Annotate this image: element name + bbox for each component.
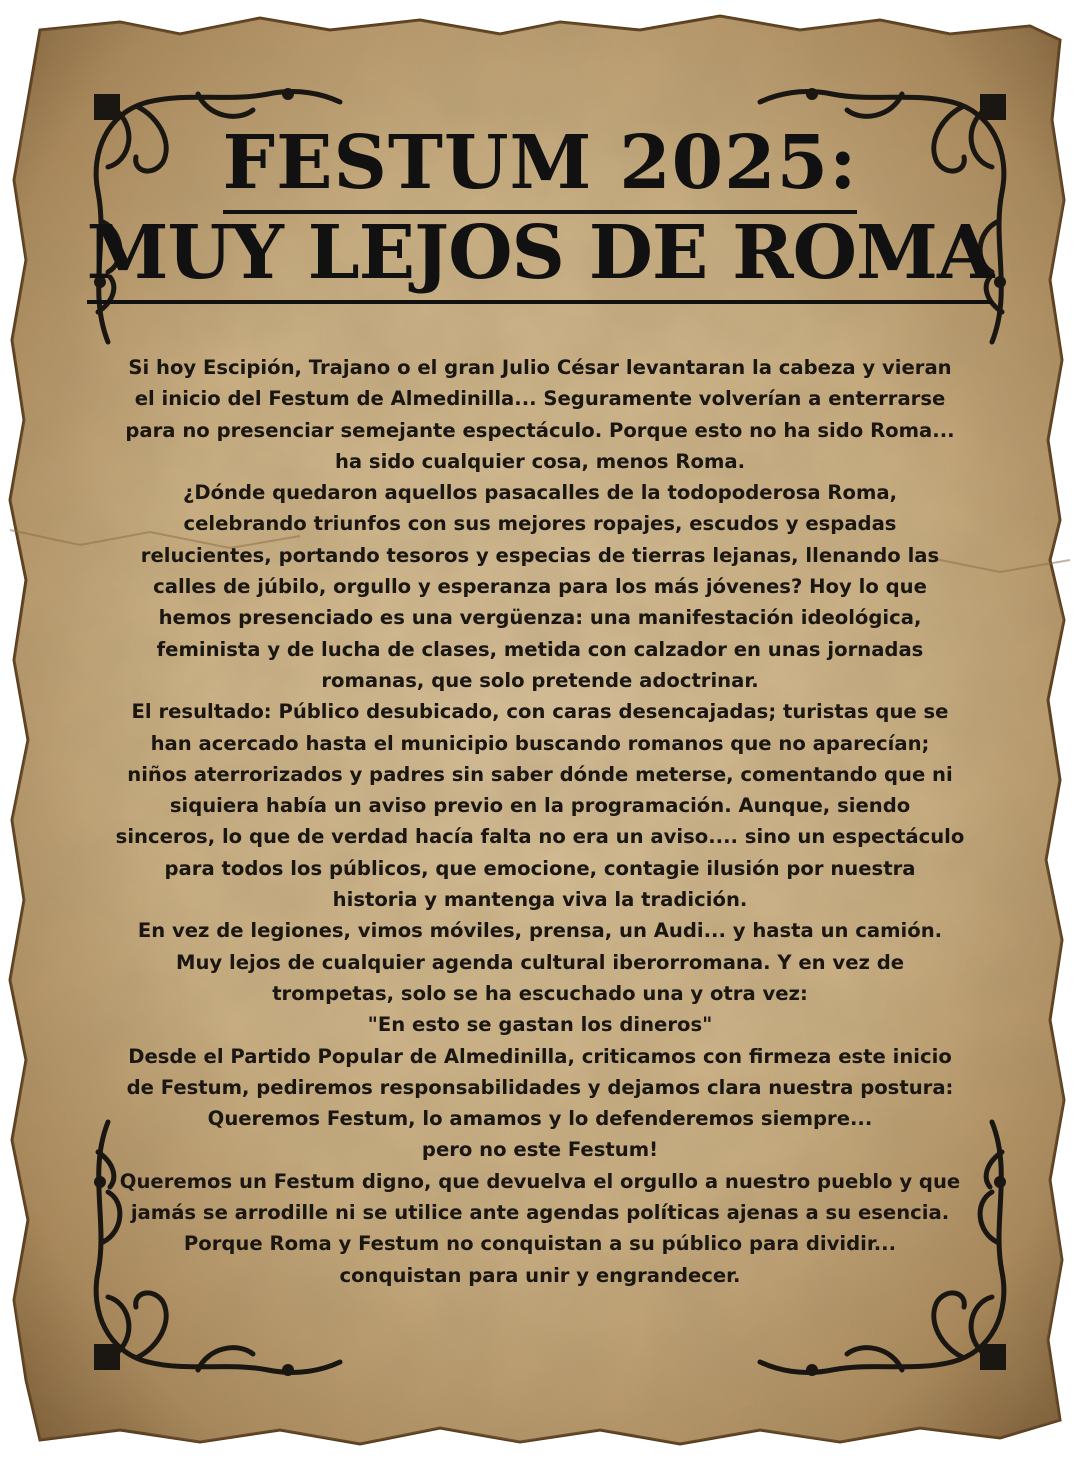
body-line: calles de júbilo, orgullo y esperanza para los más jóvenes? Hoy lo que [153, 575, 927, 599]
body-line: Queremos Festum, lo amamos y lo defenderemos siempre... [207, 1107, 873, 1131]
body-line: El resultado: Público desubicado, con caras desencajadas; turistas que se [131, 700, 949, 724]
body-text [100, 352, 980, 1291]
body-line: pero no este Festum! [421, 1138, 659, 1162]
body-line: Si hoy Escipión, Trajano o el gran Julio César levantaran la cabeza y vieran [128, 356, 952, 379]
body-line: han acercado hasta el municipio buscando romanos que no aparecían; [150, 731, 930, 755]
body-line: para todos los públicos, que emocione, contagie ilusión por nuestra [164, 856, 916, 880]
body-line: siquiera había un aviso previo en la programación. Aunque, siendo [169, 794, 911, 818]
body-line: Desde el Partido Popular de Almedinilla, criticamos con firmeza este inicio [128, 1044, 952, 1068]
body-line: celebrando triunfos con sus mejores ropajes, escudos y espadas [183, 512, 897, 536]
body-line: de Festum, pediremos responsabilidades y dejamos clara nuestra postura: [126, 1075, 954, 1099]
title-line-1: FESTUM 2025: [60, 126, 1020, 200]
body-line: sinceros, lo que de verdad hacía falta no era un aviso.... sino un espectáculo [115, 825, 965, 849]
body-line: relucientes, portando tesoros y especias de tierras lejanas, llenando las [140, 543, 940, 567]
body-line: En vez de legiones, vimos móviles, prensa, un Audi... y hasta un camión. [137, 919, 943, 943]
body-line: Porque Roma y Festum no conquistan a su público para dividir... [183, 1232, 897, 1256]
body-line: historia y mantenga viva la tradición. [332, 888, 748, 912]
body-line: Muy lejos de cualquier agenda cultural iberorromana. Y en vez de [175, 950, 905, 974]
body-line: conquistan para unir y engrandecer. [339, 1263, 741, 1287]
body-line: hemos presenciado es una vergüenza: una manifestación ideológica, [158, 606, 922, 630]
body-line: trompetas, solo se ha escuchado una y otra vez: [272, 981, 808, 1005]
body-line: para no presenciar semejante espectáculo. Porque esto no ha sido Roma... [125, 418, 955, 442]
body-line: romanas, que solo pretende adoctrinar. [321, 668, 759, 692]
body-line: ¿Dónde quedaron aquellos pasacalles de la todopoderosa Roma, [182, 481, 898, 505]
body-line: el inicio del Festum de Almedinilla... Seguramente volverían a enterrarse [134, 387, 946, 411]
body-line: "En esto se gastan los dineros" [367, 1013, 713, 1037]
body-line: Queremos un Festum digno, que devuelva el orgullo a nuestro pueblo y que [119, 1169, 961, 1193]
body-line: niños aterrorizados y padres sin saber dónde meterse, comentando que ni [127, 762, 953, 786]
body-line: feminista y de lucha de clases, metida con calzador en unas jornadas [156, 637, 924, 661]
title-line-2: MUY LEJOS DE ROMA [60, 216, 1020, 290]
body-line: jamás se arrodille ni se utilice ante agendas políticas ajenas a su esencia. [130, 1201, 950, 1225]
body-line: ha sido cualquier cosa, menos Roma. [334, 449, 746, 473]
